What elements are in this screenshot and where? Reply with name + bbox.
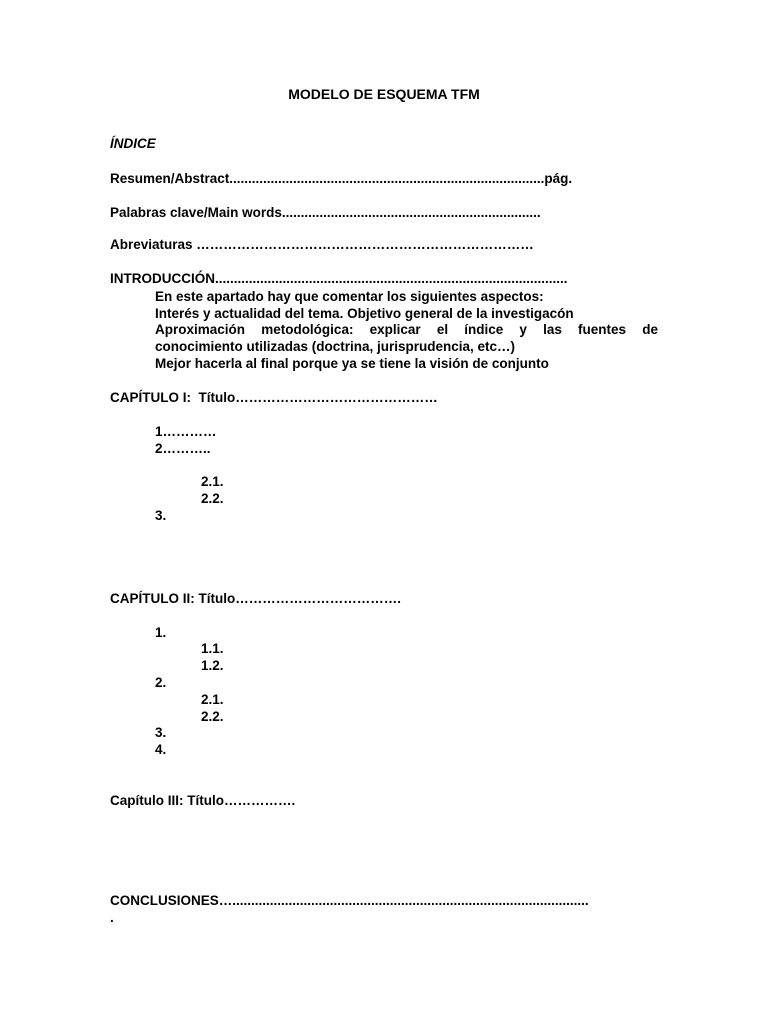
chapter-3-heading: Capítulo III: Título……………. [110, 793, 296, 808]
index-heading: ÍNDICE [110, 136, 156, 151]
toc-conclusiones: CONCLUSIONES…............................................................................................... [110, 893, 589, 908]
toc-conclusiones-tail: . [110, 910, 114, 925]
chapter-2-item: 2. [155, 675, 167, 690]
chapter-2-item: 4. [155, 742, 167, 757]
chapter-1-item: 3. [155, 508, 167, 523]
toc-introduccion: INTRODUCCIÓN.............................................................................................. [110, 271, 568, 286]
toc-abreviaturas: Abreviaturas ………………………………………………………………… [110, 237, 534, 252]
chapter-2-subitem: 1.1. [201, 641, 224, 656]
chapter-2-subitem: 2.1. [201, 692, 224, 707]
intro-line-1: En este apartado hay que comentar los siguientes aspectos: [155, 289, 544, 304]
chapter-1-subitem: 2.1. [201, 474, 224, 489]
document-title: MODELO DE ESQUEMA TFM [288, 86, 480, 102]
intro-line-4: conocimiento utilizadas (doctrina, jurisprudencia, etc…) [155, 339, 516, 354]
chapter-2-item: 3. [155, 725, 167, 740]
chapter-1-item: 1………… [155, 424, 217, 439]
toc-resumen: Resumen/Abstract....................................................................................pág. [110, 171, 573, 186]
chapter-1-item: 2……….. [155, 441, 211, 456]
chapter-1-heading: CAPÍTULO I: Título……………………………………… [110, 390, 438, 405]
intro-line-3: Aproximación metodológica: explicar el índice y las fuentes de [155, 322, 658, 337]
intro-line-5: Mejor hacerla al final porque ya se tiene la visión de conjunto [155, 356, 549, 371]
chapter-2-subitem: 2.2. [201, 709, 224, 724]
chapter-2-item: 1. [155, 625, 167, 640]
intro-line-2: Interés y actualidad del tema. Objetivo general de la investigacón [155, 306, 574, 321]
chapter-2-heading: CAPÍTULO II: Título………………………………. [110, 591, 401, 606]
toc-palabras-clave: Palabras clave/Main words..................................................................... [110, 205, 541, 220]
chapter-2-subitem: 1.2. [201, 658, 224, 673]
chapter-1-subitem: 2.2. [201, 491, 224, 506]
